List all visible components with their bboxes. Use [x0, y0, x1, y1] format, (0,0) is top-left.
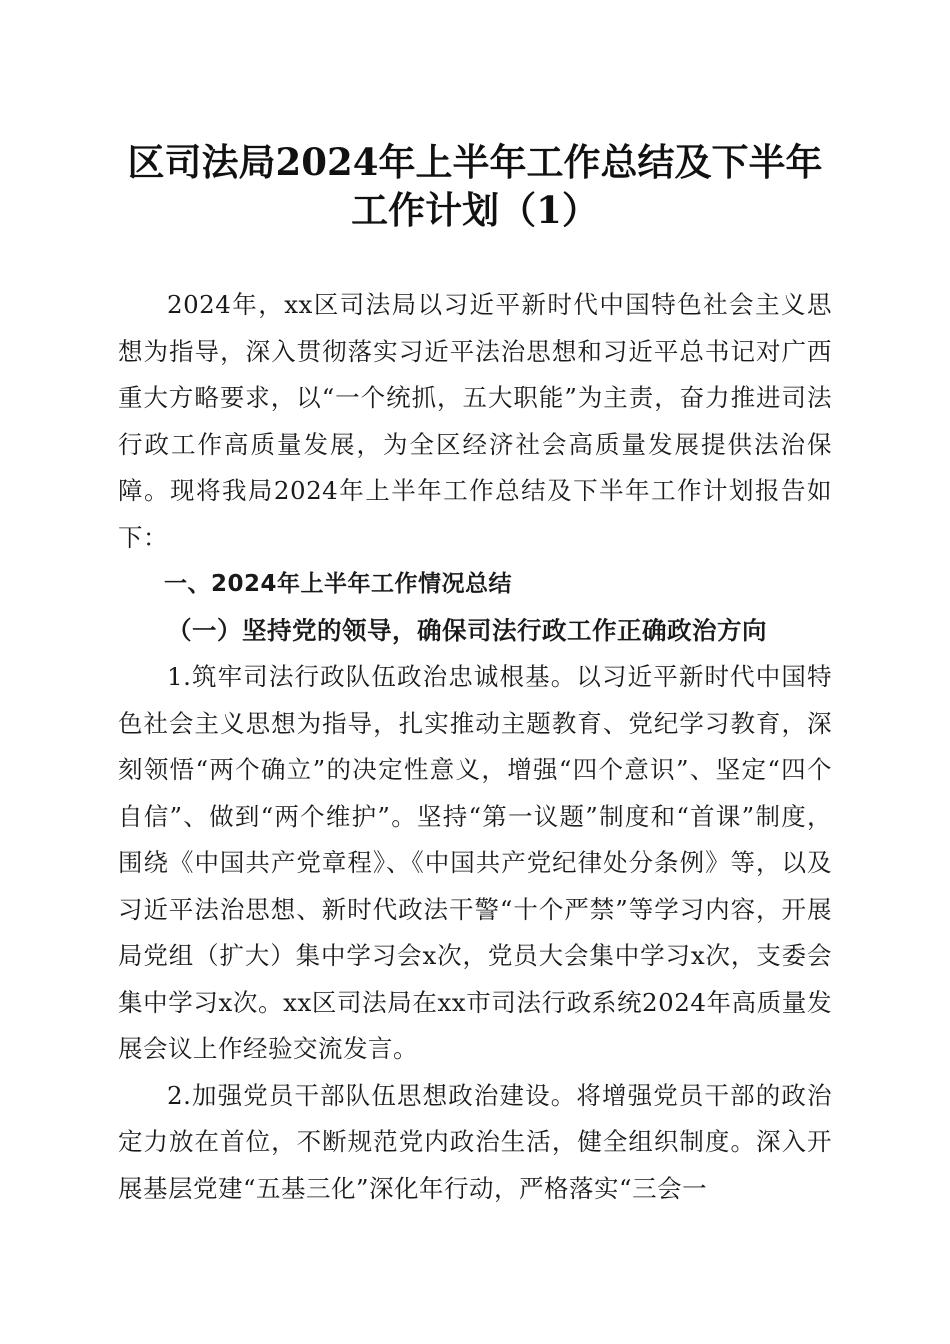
document-title: 区司法局2024年上半年工作总结及下半年工作计划（1） — [127, 140, 823, 232]
body-paragraph-2: 2.加强党员干部队伍思想政治建设。将增强党员干部的政治定力放在首位，不断规范党内政治生活，健全组织制度。深入开展基层党建“五基三化”深化年行动，严格落实“三会一 — [118, 1080, 832, 1203]
subsection-heading-1: （一）坚持党的领导，确保司法行政工作正确政治方向 — [167, 615, 767, 645]
intro-paragraph: 2024年，xx区司法局以习近平新时代中国特色社会主义思想为指导，深入贯彻落实习近平法治思想和习近平总书记对广西重大方略要求，以“一个统抓，五大职能”为主责，奋力推进司法行政工作高质量发展，为全区经济社会高质量发展提供法治保障。现将我局2024年上半年工作总结及下半年工作计划报告如下： — [118, 290, 832, 552]
document-body — [118, 282, 832, 1212]
section-heading-1: 一、2024年上半年工作情况总结 — [164, 571, 513, 597]
body-paragraph-1: 1.筑牢司法行政队伍政治忠诚根基。以习近平新时代中国特色社会主义思想为指导，扎实推动主题教育、党纪学习教育，深刻领悟“两个确立”的决定性意义，增强“四个意识”、坚定“四个自信”、做到“两个维护”。坚持“第一议题”制度和“首课”制度，围绕《中国共产党章程》、《中国共产党纪律处分条例》等，以及习近平法治思想、新时代政法干警“十个严禁”等学习内容，开展局党组（扩大）集中学习会x次，党员大会集中学习x次，支委会集中学习x次。xx区司法局在xx市司法行政系统2024年高质量发展会议上作经验交流发言。 — [118, 662, 832, 1063]
